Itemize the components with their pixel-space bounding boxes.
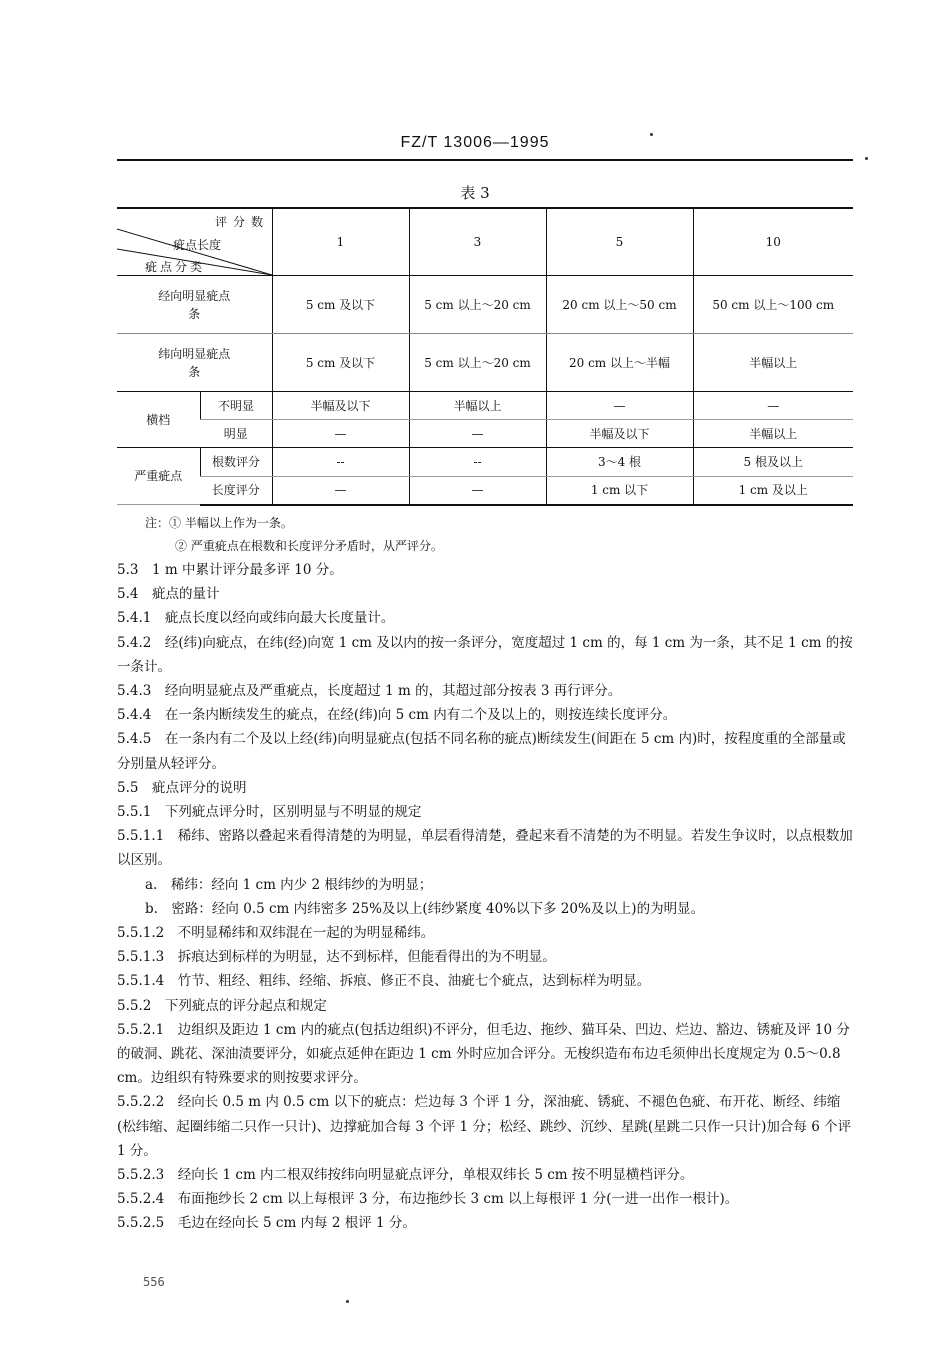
document-header: FZ/T 13006—1995 bbox=[400, 134, 550, 151]
paragraph: 5.5.2.5 毛边在经向长 5 cm 内每 2 根评 1 分。 bbox=[117, 1215, 416, 1232]
paragraph: 5.5.2.1 边组织及距边 1 cm 内的疵点(包括边组织)不评分，但毛边、拖纱、猫耳朵、凹边、烂边、豁边、锈疵及评 10 分的破洞、跳花、深油渍要评分，如疵点延伸在距边 1 cm 外时应加合评分。无梭织造布布边毛须伸出长度规定为 0.5～0.8 cm。边组织有特殊要求的则按要求评分。 bbox=[117, 1021, 850, 1087]
table-header-row bbox=[117, 208, 853, 276]
table-cell: 半幅以上 bbox=[693, 334, 853, 392]
paragraph: 5.5.1.2 不明显稀纬和双纬混在一起的为明显稀纬。 bbox=[117, 925, 435, 942]
list-item: a. 稀纬：经向 1 cm 内少 2 根纬纱的为明显； bbox=[145, 876, 433, 893]
row-label-warp bbox=[117, 276, 272, 334]
table-cell: 半幅以上 bbox=[693, 420, 853, 448]
sub-label: 根数评分 bbox=[200, 448, 272, 477]
paragraph: 5.5 疵点评分的说明 bbox=[117, 779, 247, 796]
sub-label: 不明显 bbox=[200, 392, 272, 420]
paragraph: 5.5.1 下列疵点评分时，区别明显与不明显的规定 bbox=[117, 804, 422, 821]
table-cell: 5 cm 以上～20 cm bbox=[409, 334, 546, 392]
paragraph: 5.5.2 下列疵点的评分起点和规定 bbox=[117, 997, 327, 1014]
page-number: 556 bbox=[143, 1275, 165, 1289]
scan-speck bbox=[346, 1300, 349, 1303]
row-label-line: 经向明显疵点 bbox=[158, 288, 231, 303]
paragraph: 5.4.1 疵点长度以经向或纬向最大长度量计。 bbox=[117, 610, 395, 627]
table-row-weft bbox=[117, 334, 853, 392]
paragraph: 5.4.2 经(纬)向疵点，在纬(经)向宽 1 cm 及以内的按一条评分，宽度超过 1 cm 的，每 1 cm 为一条，其不足 1 cm 的按一条计。 bbox=[117, 634, 853, 675]
corner-category-label: 疵点分类 bbox=[145, 260, 206, 274]
table-caption: 表 3 bbox=[460, 184, 490, 202]
table-cell: 1 cm 及以上 bbox=[693, 477, 853, 505]
paragraph: 5.4.3 经向明显疵点及严重疵点，长度超过 1 m 的，其超过部分按表 3 再行评分。 bbox=[117, 683, 622, 700]
list-item: b. 密路：经向 0.5 cm 内纬密多 25%及以上(纬纱紧度 40%以下多 20%及以上)的为明显。 bbox=[145, 900, 705, 917]
scan-speck bbox=[650, 133, 653, 136]
table-cell: 20 cm 以上～半幅 bbox=[546, 334, 693, 392]
table-cell: 5 cm 以上～20 cm bbox=[409, 276, 546, 334]
paragraph: 5.5.2.4 布面拖纱长 2 cm 以上每根评 3 分，布边拖纱长 3 cm 以上每根评 1 分(一进一出作一根计)。 bbox=[117, 1191, 739, 1208]
score-header: 5 bbox=[546, 208, 693, 276]
row-label-line: 纬向明显疵点 bbox=[158, 346, 231, 361]
table-cell: 5 cm 及以下 bbox=[272, 334, 409, 392]
paragraph: 5.5.2.3 经向长 1 cm 内二根双纬按纬向明显疵点评分，单根双纬长 5 cm 按不明显横档评分。 bbox=[117, 1167, 694, 1184]
paragraph: 5.5.1.3 拆痕达到标样的为明显，达不到标样，但能看得出的为不明显。 bbox=[117, 949, 556, 966]
table-cell: -- bbox=[409, 448, 546, 477]
body-text bbox=[117, 558, 857, 1236]
table-cell: 3～4 根 bbox=[546, 448, 693, 477]
table-note: ② 严重疵点在根数和长度评分矛盾时，从严评分。 bbox=[175, 539, 443, 553]
corner-length-label: 疵点长度 bbox=[173, 238, 222, 252]
table-cell: — bbox=[272, 477, 409, 505]
table-cell: 半幅以上 bbox=[409, 392, 546, 420]
table-cell: — bbox=[409, 420, 546, 448]
scan-speck bbox=[865, 157, 868, 160]
table-cell: 20 cm 以上～50 cm bbox=[546, 276, 693, 334]
paragraph: 5.5.1.1 稀纬、密路以叠起来看得清楚的为明显，单层看得清楚，叠起来看不清楚的为不明显。若发生争议时，以点根数加以区别。 bbox=[117, 828, 853, 869]
paragraph: 5.4.4 在一条内断续发生的疵点，在经(纬)向 5 cm 内有二个及以上的，则按连续长度评分。 bbox=[117, 707, 677, 724]
paragraph: 5.5.2.2 经向长 0.5 m 内 0.5 cm 以下的疵点：烂边每 3 个评 1 分，深油疵、锈疵、不褪色色疵、布开花、断经、纬缩(松纬缩、起圈纬缩二只作一只计)、边撑疵加合每 3 个评 1 分；松经、跳纱、沉纱、星跳(星跳二只作一只计)加合每 6 个评 1 分。 bbox=[117, 1094, 852, 1159]
table-cell: 5 cm 及以下 bbox=[272, 276, 409, 334]
table-cell: -- bbox=[272, 448, 409, 477]
score-header: 1 bbox=[272, 208, 409, 276]
paragraph: 5.4.5 在一条内有二个及以上经(纬)向明显疵点(包括不同名称的疵点)断续发生(间距在 5 cm 内)时，按程度重的全部量或分别量从轻评分。 bbox=[117, 731, 846, 772]
table-row-severe-count bbox=[117, 448, 853, 477]
table-cell: 50 cm 以上～100 cm bbox=[693, 276, 853, 334]
table-cell: 半幅及以下 bbox=[546, 420, 693, 448]
paragraph: 5.3 1 m 中累计评分最多评 10 分。 bbox=[117, 562, 343, 578]
table-note: 注：① 半幅以上作为一条。 bbox=[145, 516, 293, 530]
diagonal-header-cell bbox=[117, 208, 272, 276]
table-cell: 1 cm 以下 bbox=[546, 477, 693, 505]
table-row-bar-faint bbox=[117, 392, 853, 420]
table-cell: — bbox=[693, 392, 853, 420]
corner-score-label: 评分数 bbox=[215, 215, 270, 229]
row-label-line: 条 bbox=[188, 364, 201, 379]
table-row-bar-obvious bbox=[117, 420, 853, 448]
row-label-line: 条 bbox=[188, 306, 201, 321]
group-label-bar: 横档 bbox=[117, 392, 200, 448]
table-row-warp bbox=[117, 276, 853, 334]
table-row-severe-length bbox=[117, 477, 853, 505]
row-label-weft bbox=[117, 334, 272, 392]
header-rule bbox=[117, 159, 853, 161]
table-cell: — bbox=[272, 420, 409, 448]
table-cell: 半幅及以下 bbox=[272, 392, 409, 420]
sub-label: 长度评分 bbox=[200, 477, 272, 505]
table-cell: — bbox=[409, 477, 546, 505]
paragraph: 5.5.1.4 竹节、粗经、粗纬、经缩、拆痕、修正不良、油疵七个疵点，达到标样为明显。 bbox=[117, 973, 651, 990]
table-cell: 5 根及以上 bbox=[693, 448, 853, 477]
grading-table bbox=[117, 207, 853, 506]
sub-label: 明显 bbox=[200, 420, 272, 448]
score-header: 10 bbox=[693, 208, 853, 276]
score-header: 3 bbox=[409, 208, 546, 276]
paragraph: 5.4 疵点的量计 bbox=[117, 586, 220, 603]
table-cell: — bbox=[546, 392, 693, 420]
group-label-severe: 严重疵点 bbox=[117, 448, 200, 505]
